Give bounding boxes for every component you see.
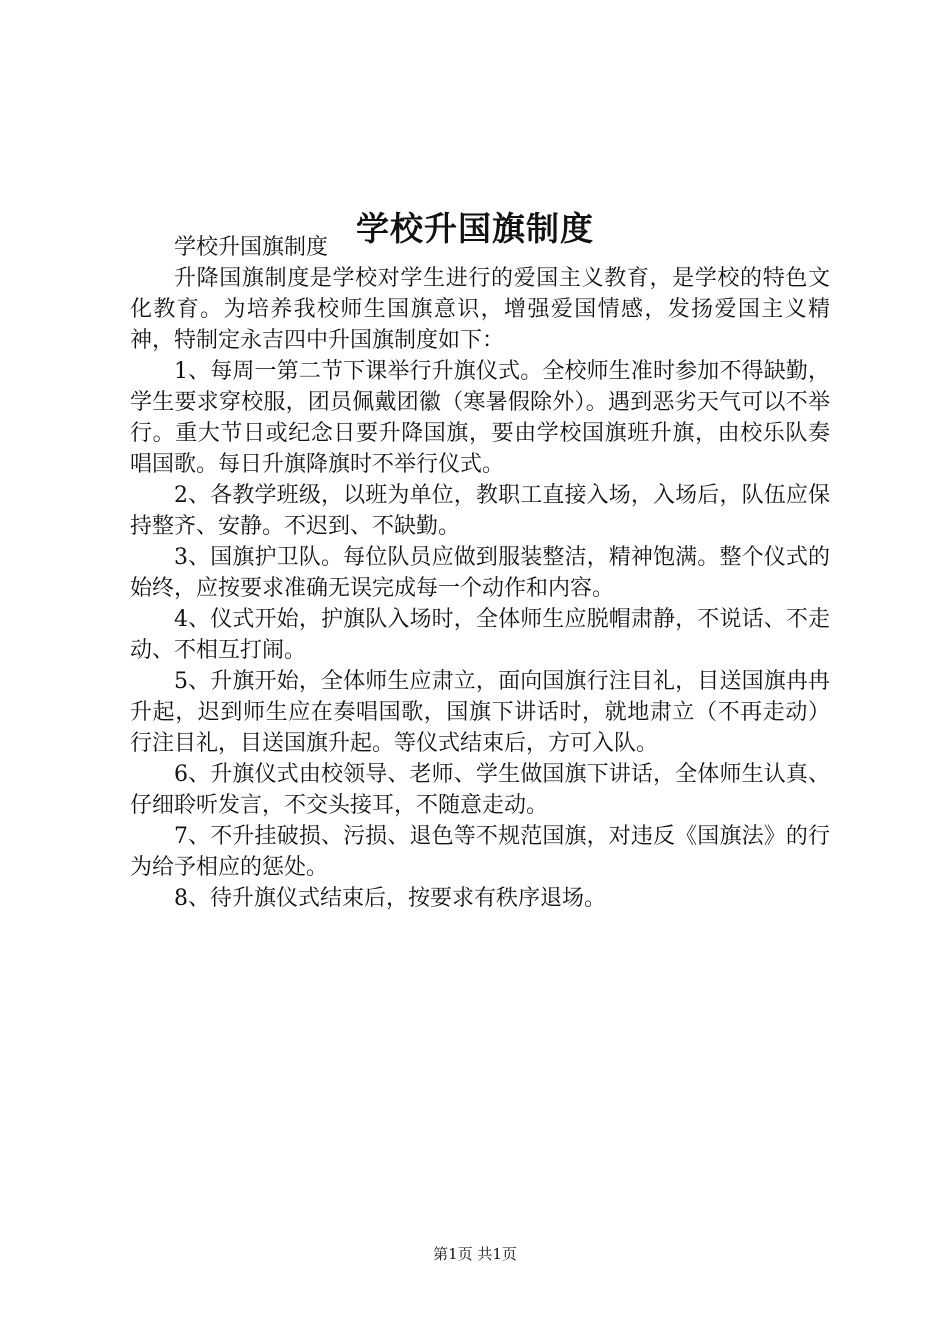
paragraph-item-1: 1、每周一第二节下课举行升旗仪式。全校师生准时参加不得缺勤，学生要求穿校服，团员佩戴团徽（寒暑假除外）。遇到恶劣天气可以不举行。重大节日或纪念日要升降国旗，要由学校国旗班升旗，由校乐队奏唱国歌。每日升旗降旗时不举行仪式。 xyxy=(130,359,830,477)
paragraph-item-3: 3、国旗护卫队。每位队员应做到服装整洁，精神饱满。整个仪式的始终，应按要求准确无误完成每一个动作和内容。 xyxy=(130,545,830,601)
paragraph-intro: 升降国旗制度是学校对学生进行的爱国主义教育，是学校的特色文化教育。为培养我校师生国旗意识，增强爱国情感，发扬爱国主义精神，特制定永吉四中升国旗制度如下： xyxy=(130,266,830,353)
page-footer: 第1页 共1页 xyxy=(433,1245,517,1263)
paragraph-item-4: 4、仪式开始，护旗队入场时，全体师生应脱帽肃静，不说话、不走动、不相互打闹。 xyxy=(130,607,830,663)
document-title: 学校升国旗制度 xyxy=(356,209,594,249)
paragraph-item-7: 7、不升挂破损、污损、退色等不规范国旗，对违反《国旗法》的行为给予相应的惩处。 xyxy=(130,824,830,880)
paragraph-item-6: 6、升旗仪式由校领导、老师、学生做国旗下讲话，全体师生认真、仔细聆听发言，不交头接耳，不随意走动。 xyxy=(130,762,830,818)
document-body xyxy=(130,232,830,914)
paragraph-item-2: 2、各教学班级，以班为单位，教职工直接入场，入场后，队伍应保持整齐、安静。不迟到、不缺勤。 xyxy=(130,483,830,539)
paragraph-item-5: 5、升旗开始，全体师生应肃立，面向国旗行注目礼，目送国旗冉冉升起，迟到师生应在奏唱国歌，国旗下讲话时，就地肃立（不再走动）行注目礼，目送国旗升起。等仪式结束后，方可入队。 xyxy=(130,669,830,756)
paragraph-subtitle: 学校升国旗制度 xyxy=(174,235,329,260)
paragraph-item-8: 8、待升旗仪式结束后，按要求有秩序退场。 xyxy=(174,886,606,911)
